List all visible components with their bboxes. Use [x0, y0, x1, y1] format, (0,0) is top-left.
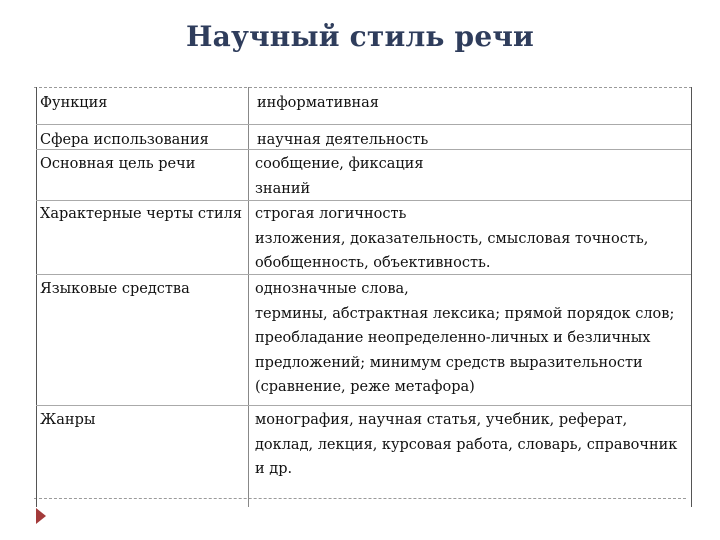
value-line: преобладание неопределенно-личных и безличных: [255, 330, 651, 346]
table-top-border: [34, 87, 692, 88]
value-line: предложений; минимум средств выразительности: [255, 354, 643, 371]
value-line: (сравнение, реже метафора): [255, 379, 475, 395]
value-line: однозначные слова,: [255, 281, 409, 297]
value-line: изложения, доказательность, смысловая точность,: [255, 230, 649, 247]
label-line: Жанры: [40, 412, 96, 428]
row-value-function: [257, 91, 379, 116]
table-right-border: [691, 87, 692, 507]
slide-marker-icon: [36, 508, 46, 524]
table-left-border: [36, 87, 37, 507]
label-line: Языковые средства: [40, 281, 190, 297]
row-value-genres: [255, 408, 677, 482]
row-divider: [36, 405, 691, 406]
row-label-genres: [40, 408, 95, 433]
value-line: научная деятельность: [257, 132, 429, 148]
page-title: Научный стиль речи: [185, 20, 534, 53]
row-value-sphere: [257, 128, 428, 153]
table-bottom-border: [34, 498, 686, 499]
row-value-language-means: [255, 277, 674, 400]
value-line: строгая логичность: [255, 206, 407, 222]
row-label-function: [40, 91, 107, 116]
label-line: Функция: [40, 95, 108, 111]
row-value-features: [255, 202, 648, 276]
row-label-language-means: [40, 277, 190, 302]
value-line: термины, абстрактная лексика; прямой порядок слов;: [255, 305, 675, 322]
value-line: доклад, лекция, курсовая работа, словарь, справочник: [255, 436, 678, 453]
value-line: и др.: [255, 461, 293, 477]
label-line: Основная цель речи: [40, 156, 196, 172]
value-line: обобщенность, объективность.: [255, 255, 491, 271]
table-column-divider: [248, 87, 249, 507]
value-line: сообщение, фиксация: [255, 156, 424, 172]
value-line: монография, научная статья, учебник, реферат,: [255, 412, 628, 428]
row-label-sphere: [40, 128, 209, 153]
row-label-features: [40, 202, 242, 227]
value-line: знаний: [255, 180, 311, 197]
row-label-goal: [40, 152, 195, 177]
label-line: Характерные черты стиля: [40, 206, 243, 222]
label-line: Сфера использования: [40, 132, 209, 148]
row-value-goal: [255, 152, 423, 201]
row-divider: [36, 124, 691, 125]
value-line: информативная: [257, 95, 379, 111]
